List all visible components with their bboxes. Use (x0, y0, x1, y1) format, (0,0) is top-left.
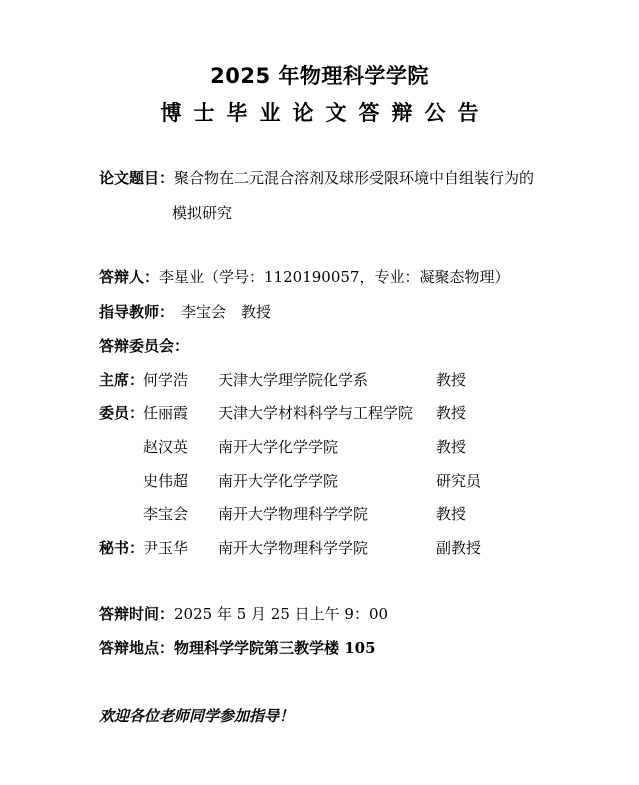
defense-time-value: 2025 年 5 月 25 日上午 9：00 (174, 605, 389, 623)
member-affiliation: 天津大学理学院化学系 (218, 371, 369, 389)
member-title: 教授 (436, 404, 467, 422)
member-affiliation: 天津大学材料科学与工程学院 (218, 404, 414, 422)
member-title: 副教授 (436, 539, 482, 557)
defense-place-value: 物理科学学院第三教学楼 105 (174, 639, 376, 657)
candidate-label: 答辩人： (99, 268, 160, 286)
thesis-title-line1: 聚合物在二元混合溶剂及球形受限环境中自组装行为的 (174, 169, 535, 187)
member-affiliation: 南开大学化学学院 (218, 472, 339, 490)
thesis-label: 论文题目： (99, 169, 175, 187)
member-role: 委员： (99, 404, 145, 422)
defense-place-row (99, 637, 376, 658)
advisor-row (99, 301, 174, 322)
defense-time-row (99, 603, 388, 624)
page-title: 2025 年物理科学学院 (210, 64, 429, 88)
member-affiliation: 南开大学物理科学学院 (218, 505, 369, 523)
member-affiliation: 南开大学物理科学学院 (218, 539, 369, 557)
advisor-title: 教授 (241, 303, 272, 321)
candidate-value: 李星业（学号：1120190057，专业：凝聚态物理） (159, 268, 510, 286)
member-name: 任丽霞 (143, 404, 189, 422)
member-name: 赵汉英 (143, 438, 189, 456)
committee-label: 答辩委员会： (99, 337, 190, 355)
member-title: 教授 (436, 505, 467, 523)
member-title: 教授 (436, 438, 467, 456)
thesis-title-line2: 模拟研究 (172, 204, 233, 222)
member-role: 主席： (99, 371, 145, 389)
member-title: 研究员 (436, 472, 482, 490)
member-title: 教授 (436, 371, 467, 389)
advisor-name: 李宝会 (181, 303, 227, 321)
member-name: 何学浩 (143, 371, 189, 389)
member-role: 秘书： (99, 539, 145, 557)
defense-time-label: 答辩时间： (99, 605, 175, 623)
member-name: 尹玉华 (143, 539, 189, 557)
welcome-message: 欢迎各位老师同学参加指导！ (99, 707, 295, 725)
member-name: 李宝会 (143, 505, 189, 523)
member-affiliation: 南开大学化学学院 (218, 438, 339, 456)
member-name: 史伟超 (143, 472, 189, 490)
page-subtitle: 博士毕业论文答辩公告 (160, 101, 491, 125)
candidate-row (99, 266, 509, 287)
thesis-title-row (99, 167, 534, 188)
advisor-label: 指导教师： (99, 303, 175, 321)
defense-place-label: 答辩地点： (99, 639, 175, 657)
